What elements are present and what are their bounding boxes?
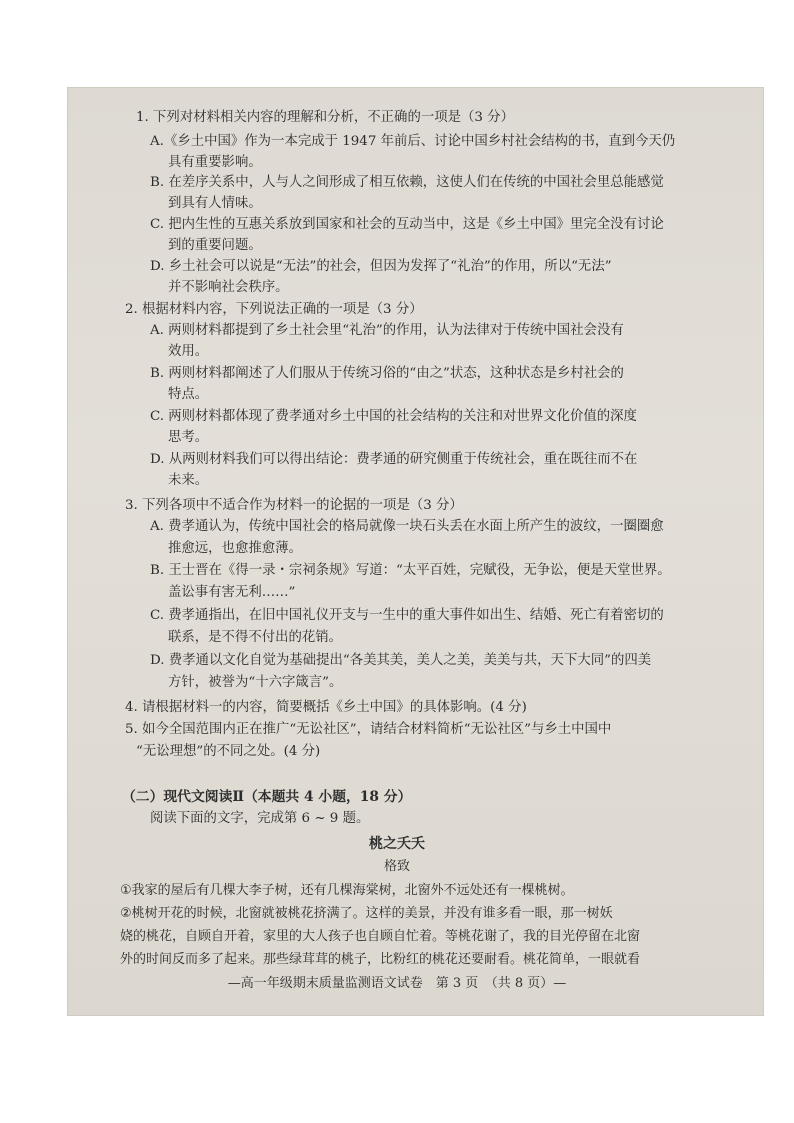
article-paragraph-2-line-2: 娆的桃花，自顾自开着，家里的大人孩子也自顾自忙着。等桃花谢了，我的目光停留在北窗 [120, 929, 641, 944]
q3-option-c: C. 费孝通指出，在旧中国礼仪开支与一生中的重大事件如出生、结婚、死亡有着密切的 [150, 608, 664, 623]
q3-option-b-cont: 盖讼事有害无利……” [168, 585, 296, 600]
q2-option-c-cont: 思考。 [168, 430, 209, 445]
q2-option-d-cont: 未来。 [168, 473, 209, 488]
q3-option-a-cont: 推愈远，也愈推愈薄。 [168, 541, 302, 556]
article-paragraph-1: ①我家的屋后有几棵大李子树，还有几棵海棠树，北窗外不远处还有一棵桃树。 [120, 883, 574, 898]
q2-option-a-cont: 效用。 [168, 344, 209, 359]
q2-option-d: D. 从两则材料我们可以得出结论：费孝通的研究侧重于传统社会，重在既往而不在 [150, 452, 638, 467]
q2-stem: 2. 根据材料内容，下列说法正确的一项是（3 分） [125, 302, 423, 317]
q5-stem: 5. 如今全国范围内正在推广“无讼社区”，请结合材料简析“无讼社区”与乡土中国中 [125, 722, 612, 737]
q3-option-d-cont: 方针，被誉为“十六字箴言”。 [168, 675, 343, 690]
q3-option-d: D. 费孝通以文化自觉为基础提出“各美其美，美人之美，美美与共，天下大同”的四美 [150, 653, 652, 668]
article-author: 格致 [383, 859, 410, 874]
q4-stem: 4. 请根据材料一的内容，简要概括《乡土中国》的具体影响。(4 分) [125, 700, 527, 715]
q1-option-c-cont: 到的重要问题。 [168, 238, 262, 253]
q1-option-d: D. 乡土社会可以说是“无法”的社会，但因为发挥了“礼治”的作用，所以“无法” [150, 259, 612, 274]
q1-stem: 1. 下列对材料相关内容的理解和分析，不正确的一项是（3 分） [136, 110, 514, 125]
q5-stem-cont: “无讼理想”的不同之处。(4 分) [136, 744, 321, 759]
q2-option-a: A. 两则材料都提到了乡土社会里“礼治”的作用，认为法律对于传统中国社会没有 [150, 323, 624, 338]
section-instruction: 阅读下面的文字，完成第 6 ~ 9 题。 [150, 811, 370, 826]
article-paragraph-2-line-3: 外的时间反而多了起来。那些绿茸茸的桃子，比粉红的桃花还要耐看。桃花简单，一眼就看 [120, 952, 641, 967]
page-footer: —高一年级期末质量监测语文试卷 第 3 页 （共 8 页）— [227, 976, 567, 991]
q2-option-c: C. 两则材料都体现了费孝通对乡土中国的社会结构的关注和对世界文化价值的深度 [150, 409, 637, 424]
q1-option-b: B. 在差序关系中，人与人之间形成了相互依赖，这使人们在传统的中国社会里总能感觉 [150, 175, 664, 190]
article-title: 桃之夭夭 [369, 836, 425, 852]
q1-option-a-cont: 具有重要影响。 [168, 155, 262, 170]
q1-option-a: A.《乡土中国》作为一本完成于 1947 年前后、讨论中国乡村社会结构的书，直到今天仍 [150, 134, 676, 149]
q3-option-b: B. 王士晋在《得一录・宗祠条规》写道：“太平百姓，完赋役，无争讼，便是天堂世界。 [150, 563, 671, 578]
q3-stem: 3. 下列各项中不适合作为材料一的论据的一项是（3 分） [125, 498, 463, 513]
q2-option-b-cont: 特点。 [168, 387, 209, 402]
section-heading: （二）现代文阅读Ⅱ（本题共 4 小题，18 分） [122, 789, 412, 805]
q3-option-c-cont: 联系，是不得不付出的花销。 [168, 630, 343, 645]
article-paragraph-2: ②桃树开花的时候，北窗就被桃花挤满了。这样的美景，并没有谁多看一眼，那一树妖 [120, 906, 613, 921]
q1-option-d-cont: 并不影响社会秩序。 [168, 280, 289, 295]
q1-option-b-cont: 到具有人情味。 [168, 196, 262, 211]
q2-option-b: B. 两则材料都阐述了人们服从于传统习俗的“由之”状态，这种状态是乡村社会的 [150, 366, 624, 381]
q1-option-c: C. 把内生性的互惠关系放到国家和社会的互动当中，这是《乡土中国》里完全没有讨论 [150, 217, 664, 232]
q3-option-a: A. 费孝通认为，传统中国社会的格局就像一块石头丢在水面上所产生的波纹，一圈圈愈 [150, 519, 664, 534]
